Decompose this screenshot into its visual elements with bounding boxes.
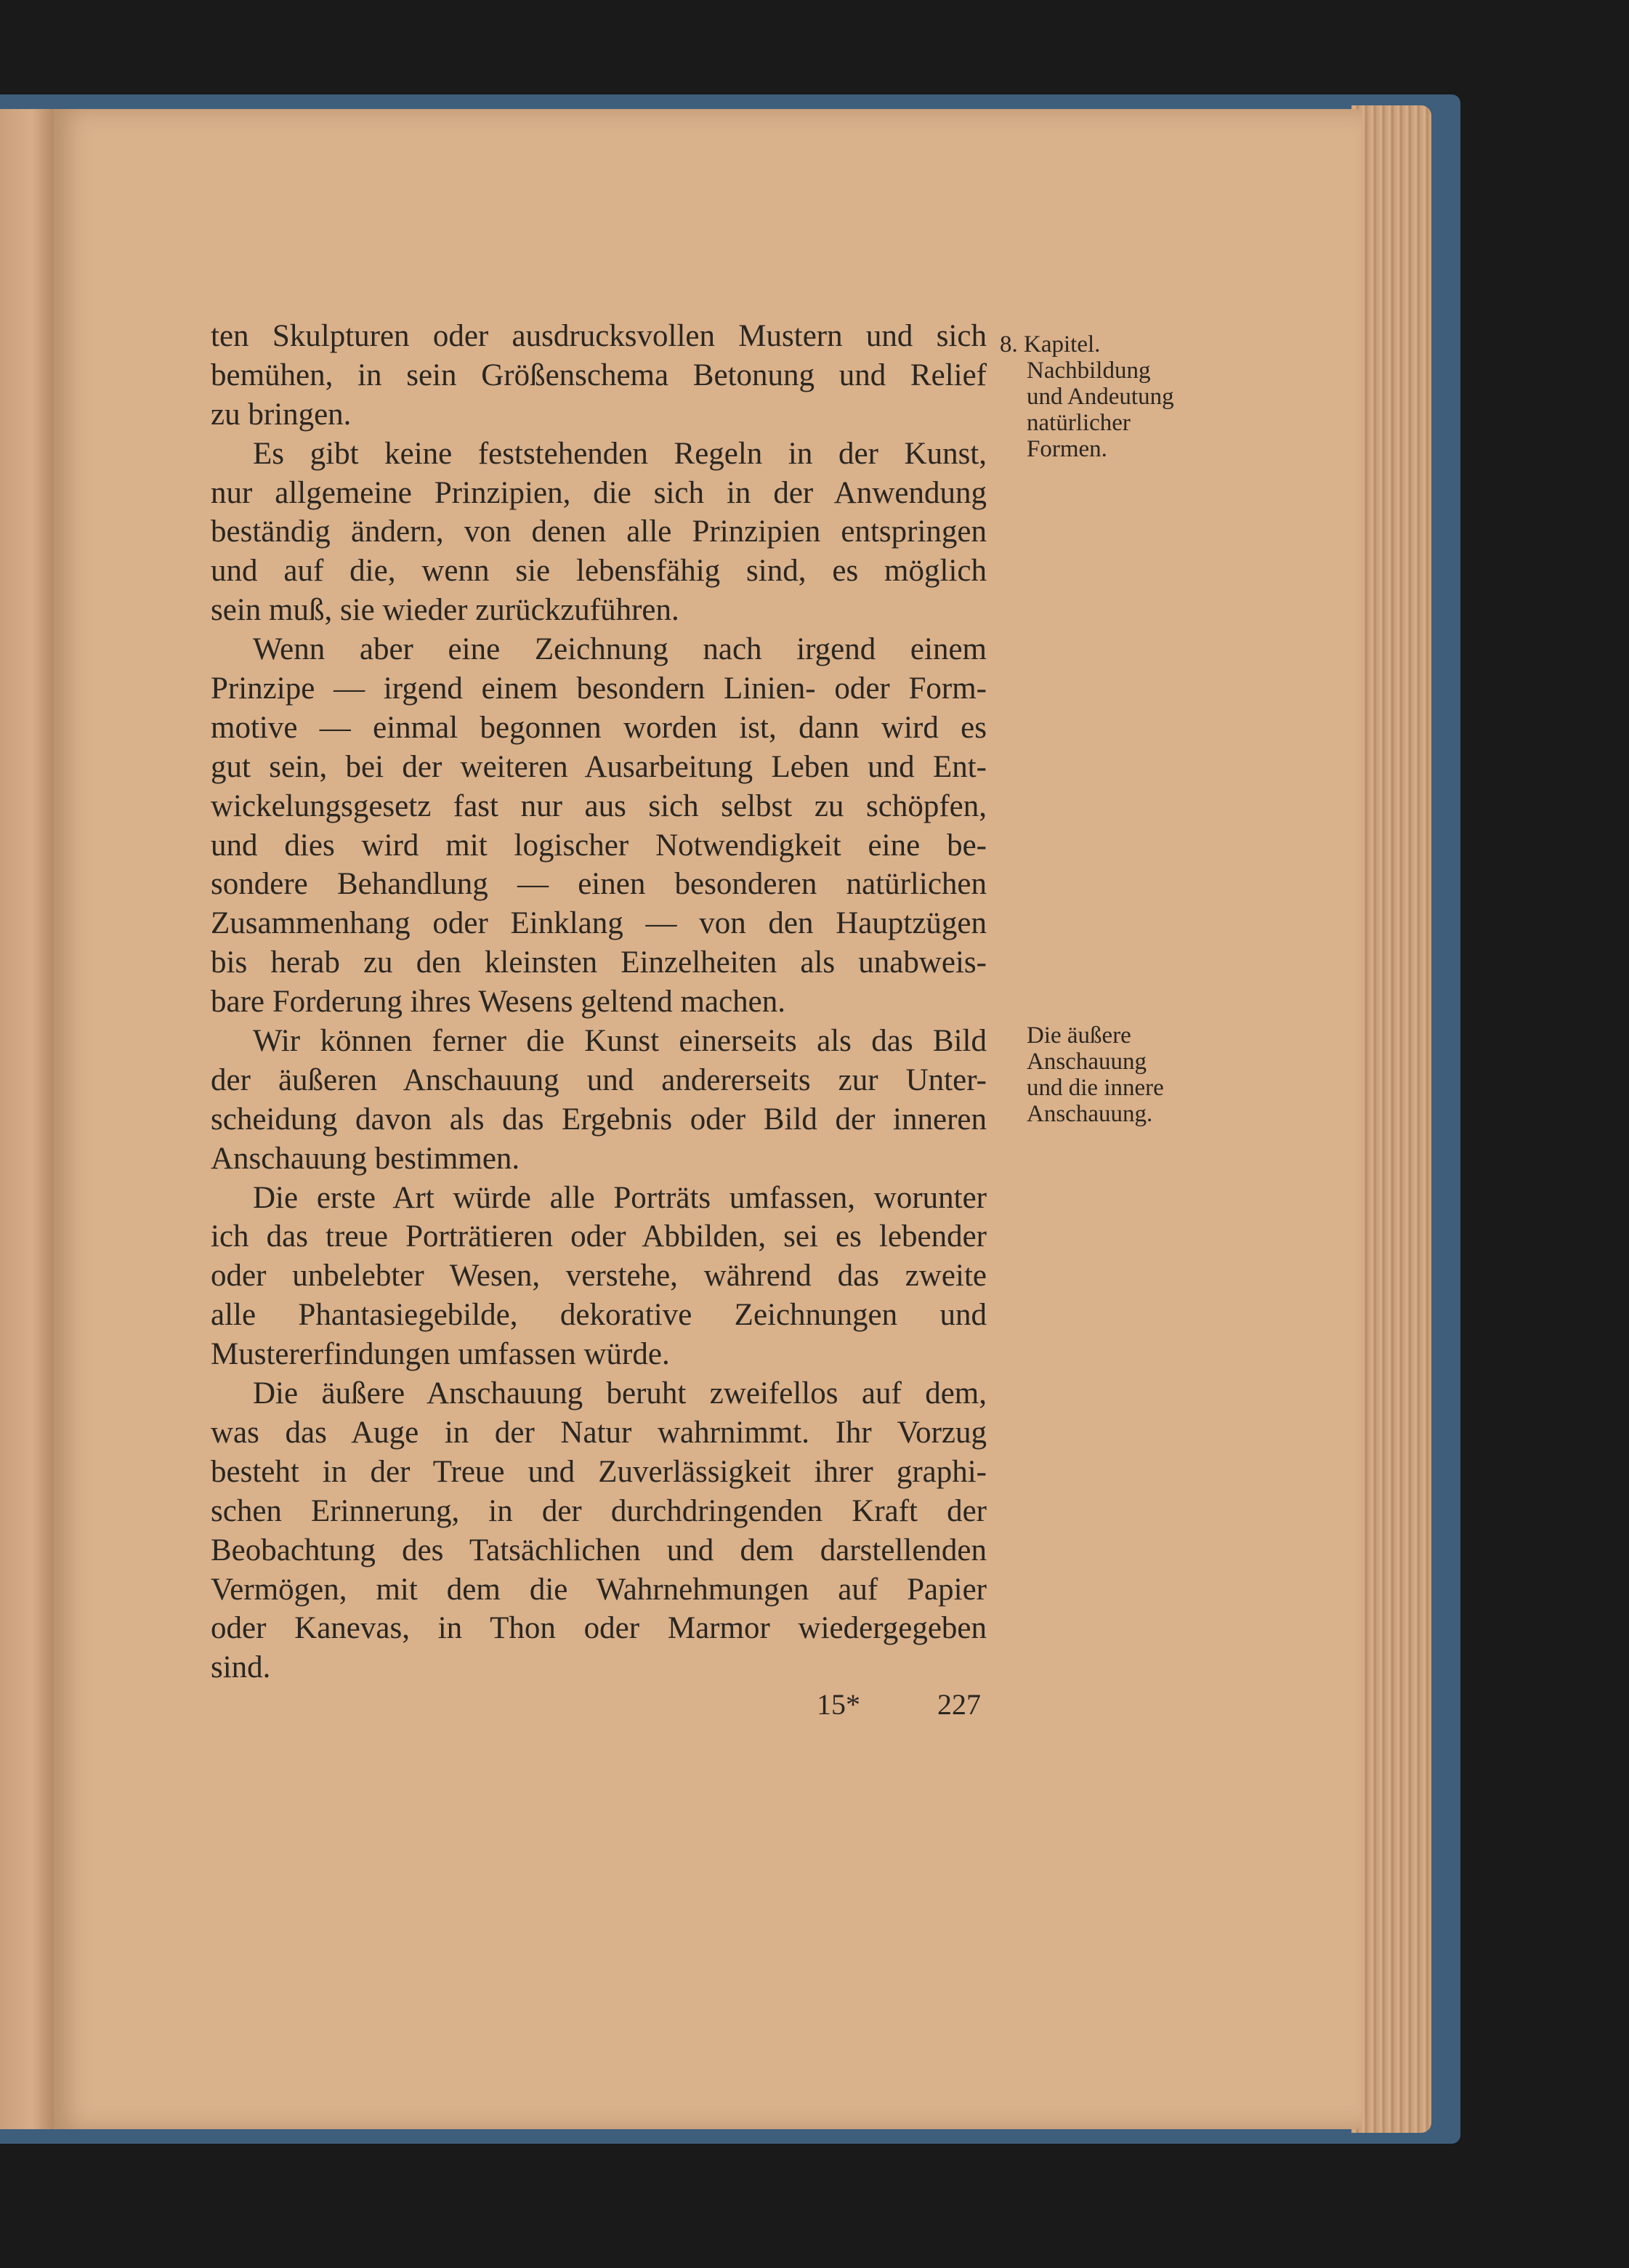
text-line: Die äußere Anschauung beruht zweifellos auf dem, [253, 1376, 987, 1411]
margin-note-line: Anschauung [1027, 1049, 1147, 1075]
text-line: Vermögen, mit dem die Wahrnehmungen auf Papier [211, 1572, 987, 1607]
margin-note-line: natürlicher [1027, 410, 1131, 436]
text-line: ten Skulpturen oder ausdrucksvollen Mustern und sich [211, 319, 987, 353]
text-line: bare Forderung ihres Wesens geltend machen. [211, 985, 785, 1020]
margin-note-line: und Andeutung [1027, 384, 1174, 410]
margin-note-line: Anschauung. [1027, 1101, 1153, 1127]
text-line: Es gibt keine feststehenden Regeln in der Kunst, [253, 436, 987, 471]
text-line: Prinzipe — irgend einem besondern Linien- oder Form- [211, 671, 987, 706]
text-line: was das Auge in der Natur wahrnimmt. Ihr Vorzug [211, 1415, 987, 1450]
facing-page-edge [0, 109, 54, 2129]
text-line: sein muß, sie wieder zurückzuführen. [211, 593, 679, 628]
text-line: Wir können ferner die Kunst einerseits als das Bild [253, 1024, 987, 1059]
text-line: Die erste Art würde alle Porträts umfassen, worunter [253, 1180, 987, 1215]
text-line: gut sein, bei der weiteren Ausarbeitung Leben und Ent- [211, 749, 987, 784]
text-line: sind. [211, 1650, 271, 1685]
text-line: motive — einmal begonnen worden ist, dann wird es [211, 710, 987, 745]
text-line: oder Kanevas, in Thon oder Marmor wiedergegeben [211, 1611, 987, 1646]
body-text [211, 317, 987, 1687]
text-line: nur allgemeine Prinzipien, die sich in der Anwendung [211, 475, 987, 510]
text-line: alle Phantasiegebilde, dekorative Zeichnungen und [211, 1298, 987, 1333]
text-line: und dies wird mit logischer Notwendigkeit eine be- [211, 828, 987, 863]
text-line: Mustererfindungen umfassen würde. [211, 1337, 670, 1372]
text-line: Beobachtung des Tatsächlichen und dem darstellenden [211, 1533, 987, 1567]
text-line: bis herab zu den kleinsten Einzelheiten als unabweis- [211, 945, 987, 980]
text-line: Wenn aber eine Zeichnung nach irgend einem [253, 632, 987, 667]
text-line: bemühen, in sein Größenschema Betonung und Relief [211, 358, 987, 392]
margin-note-line: und die innere [1027, 1075, 1164, 1101]
margin-note-line: Nachbildung [1027, 358, 1151, 384]
text-line: ich das treue Porträtieren oder Abbilden, sei es lebender [211, 1219, 987, 1254]
text-line: schen Erinnerung, in der durchdringenden Kraft der [211, 1493, 987, 1528]
page-number: 227 [937, 1688, 981, 1721]
text-line: sondere Behandlung — einen besonderen natürlichen [211, 867, 987, 902]
text-line: oder unbelebter Wesen, verstehe, während das zweite [211, 1259, 987, 1294]
text-line: und auf die, wenn sie lebensfähig sind, es möglich [211, 554, 987, 589]
text-line: scheidung davon als das Ergebnis oder Bild der inneren [211, 1102, 987, 1137]
text-line: wickelungsgesetz fast nur aus sich selbst zu schöpfen, [211, 788, 987, 823]
margin-note-line: Formen. [1027, 436, 1107, 462]
text-line: beständig ändern, von denen alle Prinzipien entspringen [211, 514, 987, 549]
margin-note-chapter [1000, 331, 1218, 462]
margin-note-line: Die äußere [1027, 1022, 1131, 1049]
page-edges [1351, 105, 1431, 2133]
signature-mark: 15* [817, 1688, 860, 1721]
margin-note-anschauung [1027, 1022, 1245, 1127]
text-line: Anschauung bestimmen. [211, 1141, 520, 1176]
text-line: Zusammenhang oder Einklang — von den Hauptzügen [211, 906, 987, 941]
margin-note-line: 8. Kapitel. [1000, 331, 1101, 358]
text-line: zu bringen. [211, 397, 352, 432]
text-line: besteht in der Treue und Zuverlässigkeit ihrer graphi- [211, 1454, 987, 1489]
text-line: der äußeren Anschauung und andererseits zur Unter- [211, 1062, 987, 1097]
